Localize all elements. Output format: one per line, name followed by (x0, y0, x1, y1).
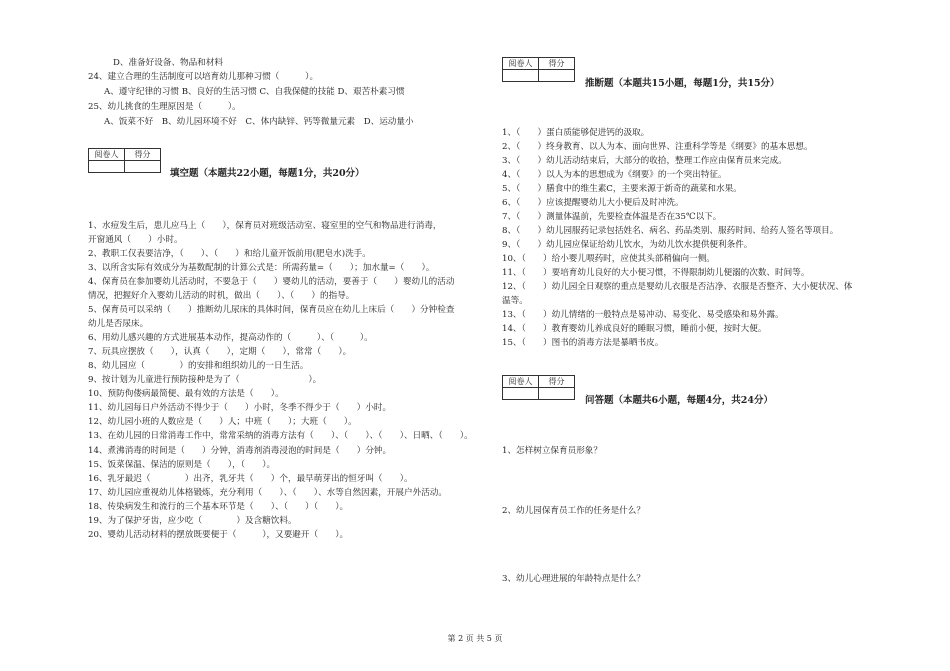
fill-line: 14、煮沸消毒的时间是（ ）分钟，消毒剂消毒浸泡的时间是（ ）分钟。 (88, 446, 392, 456)
fill-line: 12、幼儿园小班的人数应是（ ）人；中班（ ）；大班（ ）。 (88, 417, 357, 427)
judge-line: 12、（ ）幼儿园全日观察的重点是婴幼儿衣服是否洁净、衣服是否整齐、大小便状况、体 (502, 282, 853, 292)
fill-line: 4、保育员在参加婴幼儿活动时，不要急于（ ）婴幼儿的活动，要善于（ ）婴幼儿的活动 (88, 277, 455, 287)
left-question-24: 24、建立合理的生活制度可以培育幼儿那种习惯（ ）。 (88, 72, 319, 82)
score-cell (125, 161, 161, 173)
fill-line: 13、在幼儿园的日常消毒工作中，常常采纳的消毒方法有（ ）、（ ）、（ ）、日晒、（ ）。 (88, 431, 473, 441)
fill-score-box (88, 148, 161, 173)
fill-line: 6、用幼儿感兴趣的方式进展基本动作，提高动作的（ ）、（ ）。 (88, 333, 373, 343)
judge-line: 3、（ ）幼儿活动结束后，大部分的收拾，整理工作应由保育员来完成。 (502, 156, 787, 166)
reviewer-cell (503, 70, 539, 82)
left-options-24: A、遵守纪律的习惯 B、良好的生活习惯 C、自我保健的技能 D、艰苦朴素习惯 (104, 87, 405, 97)
judge-line: 11、（ ）要培育幼儿良好的大小便习惯，不得限制幼儿便溺的次数、时间等。 (502, 268, 810, 278)
reviewer-cell (503, 388, 539, 400)
left-options-25: A、饭菜不好 B、幼儿园环境不好 C、体内缺锌、钙等微量元素 D、运动量小 (104, 117, 414, 127)
score-label: 得分 (539, 58, 575, 70)
page-footer: 第 2 页 共 5 页 (447, 634, 503, 643)
reviewer-label: 阅卷人 (503, 376, 539, 388)
judge-line: 8、（ ）幼儿园服药记录包括姓名、病名、药品类别、服药时间、给药人签名等项目。 (502, 226, 839, 236)
fill-line: 19、为了保护牙齿，应少吃（ ）及含糖饮料。 (88, 516, 297, 526)
fill-line: 7、玩具应摆放（ ），认真（ ），定期（ ），常常（ ）。 (88, 347, 352, 357)
fill-line: 幼儿是否尿床。 (88, 319, 149, 329)
fill-line: 17、幼儿园应重视幼儿体格锻炼，充分利用（ ）、（ ）、水等自然因素，开展户外活动。 (88, 488, 447, 498)
fill-line: 3、以所含实际有效成分为基数配制的计算公式是：所需药量=（ ）；加水量=（ ）。 (88, 263, 435, 273)
judge-line: 15、（ ）图书的消毒方法是暴晒书皮。 (502, 338, 664, 348)
qa-question-2: 2、幼儿园保育员工作的任务是什么？ (502, 506, 645, 516)
score-cell (539, 388, 575, 400)
judge-line: 6、（ ）应该提醒婴幼儿大小便后及时冲洗。 (502, 198, 684, 208)
score-label: 得分 (125, 149, 161, 161)
qa-question-3: 3、幼儿心理进展的年龄特点是什么？ (502, 574, 645, 584)
fill-line: 1、水痘发生后，患儿应马上（ ），保育员对班级活动室、寝室里的空气和物品进行消毒， (88, 221, 442, 231)
judge-line: 2、（ ）终身教育、以人为本、面向世界、注重科学等是《纲要》的基本思想。 (502, 142, 813, 152)
fill-line: 9、按计划为儿童进行预防接种是为了（ ）。 (88, 375, 322, 385)
score-cell (539, 70, 575, 82)
fill-section-title: 填空题（本题共22小题，每题1分，共20分） (170, 168, 365, 179)
score-label: 得分 (539, 376, 575, 388)
fill-line: 16、乳牙最迟（ ）出齐，乳牙共（ ）个，最早萌芽出的恒牙叫（ ）。 (88, 474, 413, 484)
judge-line: 5、（ ）膳食中的维生素C，主要来源于新奇的蔬菜和水果。 (502, 184, 742, 194)
qa-section-title: 问答题（本题共6小题，每题4分，共24分） (585, 395, 773, 406)
fill-line: 10、预防佝偻病最简便、最有效的方法是（ ）。 (88, 389, 284, 399)
fill-line: 11、幼儿园每日户外活动不得少于（ ）小时，冬季不得少于（ ）小时。 (88, 403, 392, 413)
fill-line: 20、婴幼儿活动材料的摆放既要便于（ ），又要避开（ ）。 (88, 530, 349, 540)
judge-section-title: 推断题（本题共15小题，每题1分，共15分） (585, 78, 780, 89)
judge-line: 温等。 (502, 296, 528, 306)
judge-line: 13、（ ）幼儿情绪的一般特点是易冲动、易变化、易受感染和易外露。 (502, 310, 784, 320)
judge-line: 14、（ ）教育婴幼儿养成良好的睡眠习惯，睡前小便，按时大便。 (502, 324, 767, 334)
judge-line: 9、（ ）幼儿园应保证给幼儿饮水，为幼儿饮水提供便利条件。 (502, 240, 753, 250)
qa-score-box (502, 375, 575, 400)
reviewer-cell (89, 161, 125, 173)
qa-question-1: 1、怎样树立保育员形象？ (502, 446, 602, 456)
judge-line: 10、（ ）给小婴儿喂药时，应使其头部稍偏向一侧。 (502, 254, 715, 264)
fill-line: 开窗通风（ ）小时。 (88, 235, 183, 245)
reviewer-label: 阅卷人 (89, 149, 125, 161)
judge-line: 4、（ ）以人为本的思想成为《纲要》的一个突出特征。 (502, 170, 727, 180)
fill-line: 18、传染病发生和流行的三个基本环节是（ ）、（ ）（ ）。 (88, 502, 349, 512)
fill-line: 情况，把握好介入婴幼儿活动的时机，做出（ ）、（ ）的指导。 (88, 291, 355, 301)
judge-line: 1、（ ）蛋白质能够促进钙的汲取。 (502, 128, 650, 138)
judge-score-box (502, 57, 575, 82)
fill-line: 15、饭菜保温、保洁的原则是（ ），（ ）。 (88, 460, 276, 470)
left-line-d: D、准备好设备、物品和材料 (113, 58, 224, 68)
reviewer-label: 阅卷人 (503, 58, 539, 70)
left-question-25: 25、幼儿挑食的生理原因是（ ）。 (88, 102, 241, 112)
fill-line: 2、教职工仅表要洁净，（ ）、（ ）和给儿童开饭前用(肥皂水)洗手。 (88, 249, 371, 259)
fill-line: 8、幼儿园应（ ）的安排和组织幼儿的一日生活。 (88, 361, 309, 371)
judge-line: 7、（ ）测量体温前，先要检查体温是否在35℃以下。 (502, 212, 722, 222)
fill-line: 5、保育员可以采纳（ ）推断幼儿尿床的具体时间，保育员应在幼儿上床后（ ）分钟检查 (88, 305, 455, 315)
